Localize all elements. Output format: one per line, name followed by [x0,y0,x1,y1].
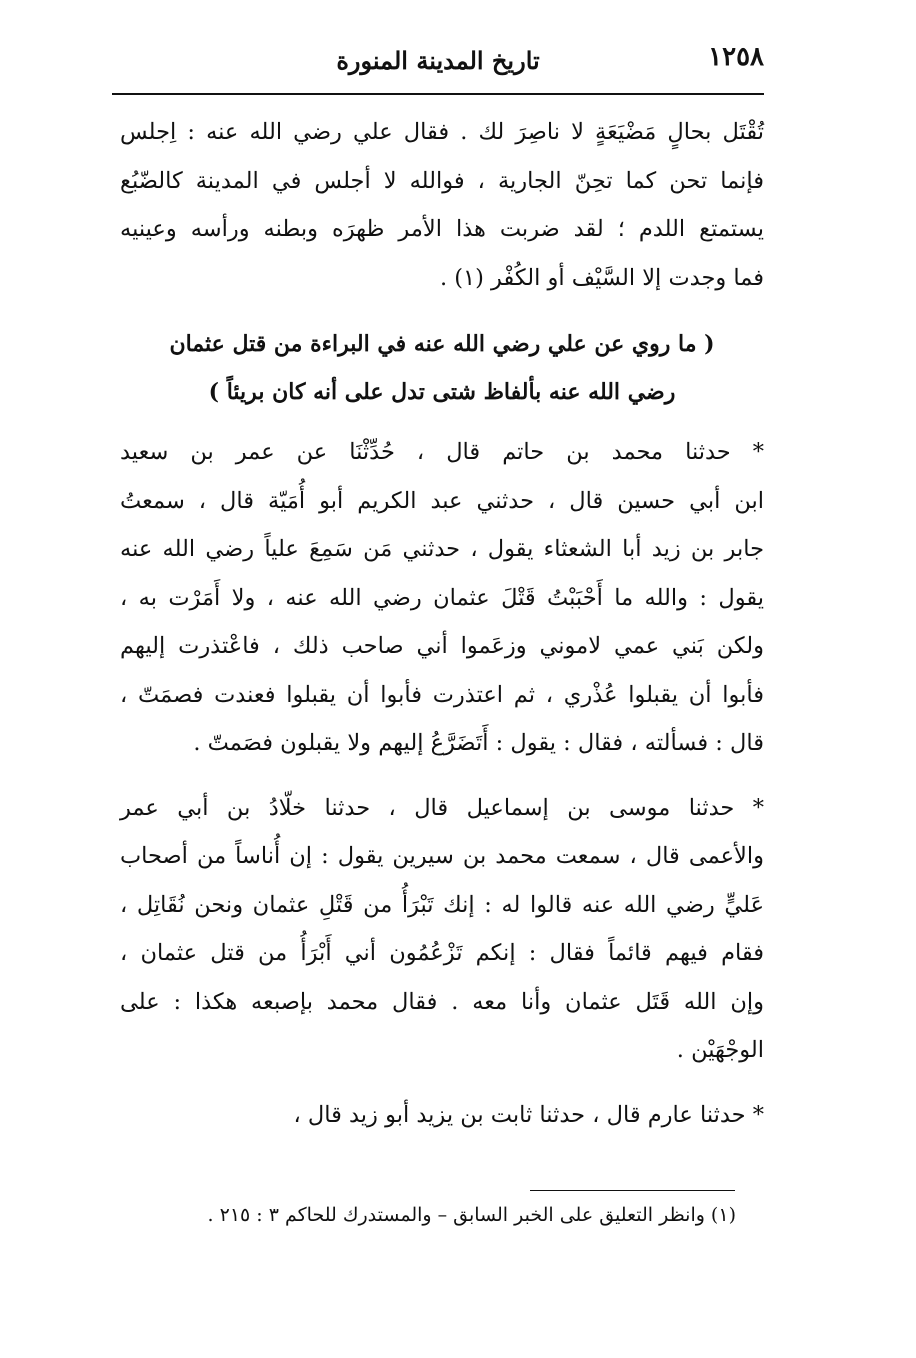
text-line: * حدثنا موسى بن إسماعيل قال ، حدثنا خلّادُ بن أبي عمر [120,794,764,821]
section-heading-line-2: رضي الله عنه بألفاظ شتى تدل على أنه كان بريئاً ) [208,379,676,405]
section-heading [120,320,764,416]
text-line: فقام فيهم قائماً فقال : إنكم تَزْعُمُون أني أَبْرَأُ من قتل عثمان ، [120,940,764,966]
paragraph-gap [120,1075,764,1091]
paragraph-gap [120,768,764,784]
hadith-paragraph-3 [120,1091,764,1140]
text-line: ابن أبي حسين قال ، حدثني عبد الكريم أبو أُمَيّة قال ، سمعتُ [120,487,764,514]
text-line: فإنما تحن كما تحِنّ الجارية ، فوالله لا أجلس في المدينة كالضّبُع [120,167,764,194]
section-heading-line-1: ( ما روي عن علي رضي الله عنه في البراءة من قتل عثمان [169,331,715,357]
hadith-paragraph-1 [120,428,764,768]
page-header [112,42,764,92]
hadith-paragraph-2 [120,784,764,1075]
text-line: يستمتع اللدم ؛ لقد ضربت هذا الأمر ظهرَه وبطنه ورأسه وعينيه [120,216,764,242]
text-line: جابر بن زيد أبا الشعثاء يقول ، حدثني مَن سَمِعَ علياً رضي الله عنه [120,536,764,562]
text-line: * حدثنا محمد بن حاتم قال ، حُدِّثْنَا عن عمر بن سعيد [120,439,764,465]
running-title: تاريخ المدينة المنورة [336,46,540,75]
main-text [120,108,764,1139]
text-line: الوجْهَيْن . [676,1037,764,1063]
text-line: * حدثنا عارم قال ، حدثنا ثابت بن يزيد أبو زيد قال ، [293,1101,764,1128]
text-line: ولكن بَني عمي لاموني وزعَموا أني صاحب ذلك ، فاعْتذرت إليهم [120,633,764,659]
text-line: تُقْتَل بحالٍ مَضْيَعَةٍ لا ناصِرَ لك . فقال علي رضي الله عنه : اِجلس [120,119,764,145]
text-line: عَليٍّ رضي الله عنه قالوا له : إنك تَبْرَأُ من قَتْلِ عثمان ونحن نُقَاتِل ، [120,891,764,918]
page-number: ١٢٥٨ [708,42,764,72]
text-line: والأعمى قال ، سمعت محمد بن سيرين يقول : إن أُناساً من أصحاب [120,843,764,869]
paragraph-intro [120,108,764,302]
header-divider [112,93,764,95]
text-line: فأبوا أن يقبلوا عُذْري ، ثم اعتذرت فأبوا أن يقبلوا فعندت فصمَتّ ، [120,681,764,708]
text-line: قال : فسألته ، فقال : يقول : أَتَضَرَّعُ إليهم ولا يقبلون فصَمتّ . [193,730,764,756]
text-line: يقول : والله ما أَحْبَبْتُ قَتْلَ عثمان رضي الله عنه ، ولا أَمَرْت به ، [120,584,764,611]
footnote: (١) وانظر التعليق على الخبر السابق – والمستدرك للحاكم ٣ : ٢١٥ . [207,1204,736,1226]
text-line: وإن الله قَتَل عثمان وأنا معه . فقال محمد بإصبعه هكذا : على [120,988,764,1015]
text-line: فما وجدت إلا السَّيْف أو الكُفْر (١) . [439,264,764,291]
footnote-divider [530,1190,735,1191]
